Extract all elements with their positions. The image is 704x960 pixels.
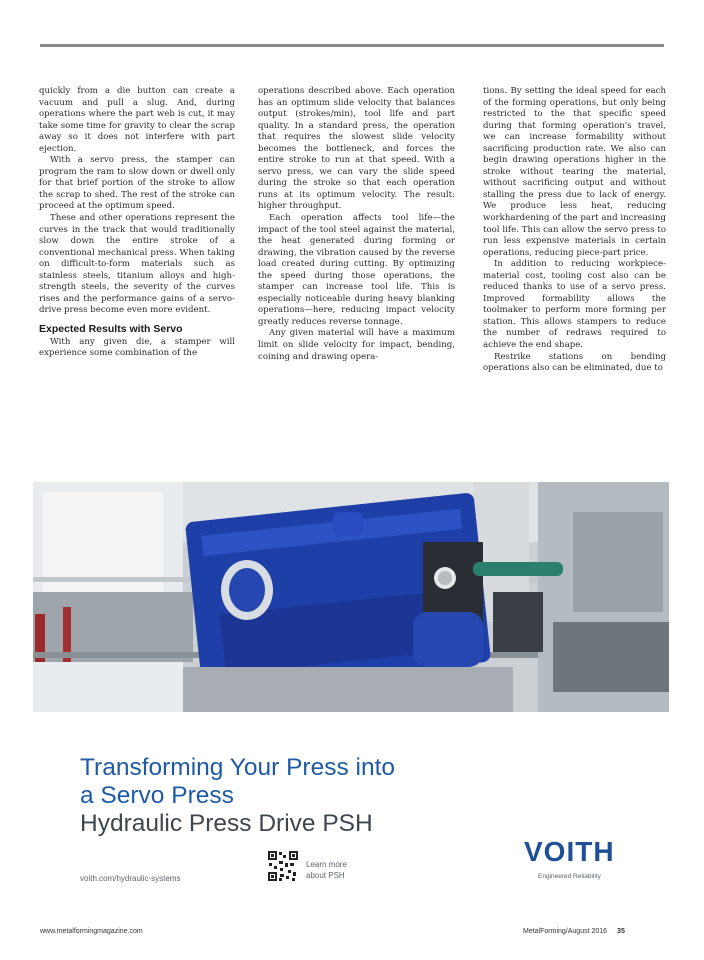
learn-more-line: Learn more — [306, 860, 347, 869]
ad-headline — [80, 754, 520, 838]
paragraph: operations described above. Each operation has an optimum slide velocity that balances output (strokes/min), tool life and part quality. In a standard press, the operation that requires the slowest slide velocity becomes the bottleneck, and forces the entire stroke to run at that speed. With a servo press, we can vary the slide speed during the stroke so that each operation runs at its optimum velocity. The result: higher throughput. — [258, 86, 455, 212]
footer-website: www.metalformingmagazine.com — [40, 928, 143, 935]
learn-more-line: about PSH — [306, 871, 345, 880]
paragraph: With any given die, a stamper will experience some combination of the — [39, 336, 235, 359]
article-column-2 — [258, 86, 455, 363]
paragraph: Any given material will have a maximum limit on slide velocity for impact, bending, coining and drawing opera- — [258, 328, 455, 362]
article-column-1 — [39, 86, 235, 360]
qr-code-icon[interactable] — [268, 851, 298, 881]
ad-title-line: a Servo Press — [80, 782, 234, 809]
paragraph: quickly from a die button can create a vacuum and pull a slug. And, during operations where the part web is cut, it may take some time for gravity to clear the scrap away so it does not interfere with part ejection. — [39, 86, 235, 154]
logo-tagline: Engineered Reliability — [538, 873, 601, 880]
voith-logo: VOITH — [524, 836, 615, 867]
ad-url[interactable]: voith.com/hydraulic-systems — [80, 874, 181, 883]
article-column-3 — [483, 86, 666, 375]
top-rule — [40, 44, 664, 47]
section-heading: Expected Results with Servo — [39, 322, 183, 335]
page-number: 35 — [617, 928, 625, 935]
footer-issue — [523, 928, 625, 935]
ad-product-name: Hydraulic Press Drive PSH — [80, 810, 373, 837]
paragraph: tions. By setting the ideal speed for each of the forming operations, but only being restricted to the that specific speed during that forming operation's travel, we can increase formability without sacrificing production rate. We also can begin drawing operations higher in the stroke without tearing the material, without sacrificing output and without stalling the press due to lack of energy. We produce less heat, reducing workhardening of the part and increasing tool life. This can allow the servo press to run less expensive materials in certain operations, reducing piece-part price. — [483, 86, 666, 258]
footer-issue-label: MetalForming/August 2016 — [523, 928, 608, 935]
ad-title-line: Transforming Your Press into — [80, 754, 396, 781]
paragraph: These and other operations represent the curves in the track that would traditionally slow down the entire stroke of a conventional mechanical press. When taking on difficult-to-form materials such as stainless steels, titanium alloys and high-strength steels, the severity of the curves rises and the performance gains of a servo-drive press become even more evident. — [39, 213, 235, 316]
learn-more-link[interactable] — [306, 859, 347, 881]
paragraph: Restrike stations on bending operations also can be eliminated, due to — [483, 351, 666, 374]
paragraph: Each operation affects tool life—the impact of the tool steel against the material, the heat generated during forming or drawing, the vibration caused by the reverse load created during cutting. By optimizing the speed during those operations, the stamper can increase tool life. This is especially noticeable during heavy blanking operations—here, reducing impact velocity greatly reduces reverse tonnage. — [258, 213, 455, 327]
paragraph: In addition to reducing workpiece-material cost, tooling cost also can be reduced thanks to use of a servo press. Improved formability allows the toolmaker to perform more forming per station. This allows stampers to reduce the number of redraws required to achieve the end shape. — [483, 259, 666, 351]
hydraulic-press-drive-photo — [33, 482, 669, 712]
paragraph: With a servo press, the stamper can program the ram to slow down or dwell only for that brief portion of the stroke to allow the scrap to shed. The rest of the stroke can proceed at the optimum speed. — [39, 155, 235, 212]
